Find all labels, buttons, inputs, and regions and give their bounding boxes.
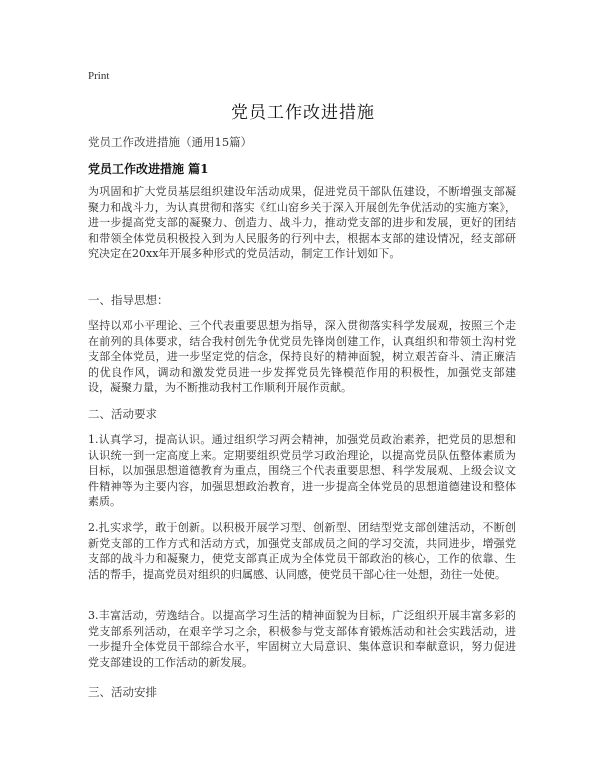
requirement-paragraph-3: 3.丰富活动，劳逸结合。以提高学习生活的精神面貌为目标，广泛组织开展丰富多彩的党支部系列活动，在艰辛学习之余，积极参与党支部体育锻炼活动和社会实践活动，进一步提升全体党员干部综合水平，牢固树立大局意识、集体意识和奉献意识，努力促进党支部建设的工作活动的新发展。	[88, 609, 516, 669]
heading-activity-arrangement: 三、活动安排	[88, 685, 157, 699]
guiding-paragraph: 坚持以邓小平理论、三个代表重要思想为指导，深入贯彻落实科学发展观，按照三个走在前列的具体要求，结合我村创先争优党员先锋岗创建工作，认真组织和带领土沟村党支部全体党员，进一步坚定党的信念，保持良好的精神面貌，树立艰苦奋斗、清正廉洁的优良作风，调动和激发党员进一步发挥党员先锋模范作用的积极性，加强党支部建设，凝聚力量，为不断推动我村工作顺利开展作贡献。	[88, 319, 516, 394]
intro-paragraph: 为巩固和扩大党员基层组织建设年活动成果，促进党员干部队伍建设，不断增强支部凝聚力和战斗力，为认真贯彻和落实《红山窑乡关于深入开展创先争优活动的实施方案》，进一步提高党支部的凝聚力、创造力、战斗力，推动党支部的进步和发展，更好的团结和带领全体党员积极投入到为人民服务的行列中去，根据本支部的建设情况，经支部研究决定在20xx年开展多种形式的党员活动，制定工作计划如下。	[88, 185, 516, 260]
requirement-paragraph-2: 2.扎实求学，敢于创新。以积极开展学习型、创新型、团结型党支部创建活动，不断创新党支部的工作方式和活动方式，加强党支部成员之间的学习交流，共同进步，增强党支部的战斗力和凝聚力，使党支部真正成为全体党员干部政治的核心，工作的依靠、生活的帮手，提高党员对组织的归属感、认同感，使党员干部心往一处想，劲往一处使。	[88, 521, 516, 581]
heading-guiding-thought: 一、指导思想：	[88, 293, 169, 307]
heading-activity-requirements: 二、活动要求	[88, 407, 157, 421]
page-title: 党员工作改进措施	[231, 103, 375, 123]
section-title: 党员工作改进措施 篇1	[88, 162, 209, 176]
print-link[interactable]: Print	[88, 70, 110, 82]
requirement-paragraph-1: 1.认真学习，提高认识。通过组织学习两会精神，加强党员政治素养，把党员的思想和认识统一到一定高度上来。定期要组织党员学习政治理论，以提高党员队伍整体素质为目标，以加强思想道德教育为重点，围绕三个代表重要思想、科学发展观、上级会议文件精神等为主要内容，加强思想政治教育，进一步提高全体党员的思想道德建设和整体素质。	[88, 433, 516, 508]
document-subtitle: 党员工作改进措施（通用15篇）	[88, 135, 253, 149]
